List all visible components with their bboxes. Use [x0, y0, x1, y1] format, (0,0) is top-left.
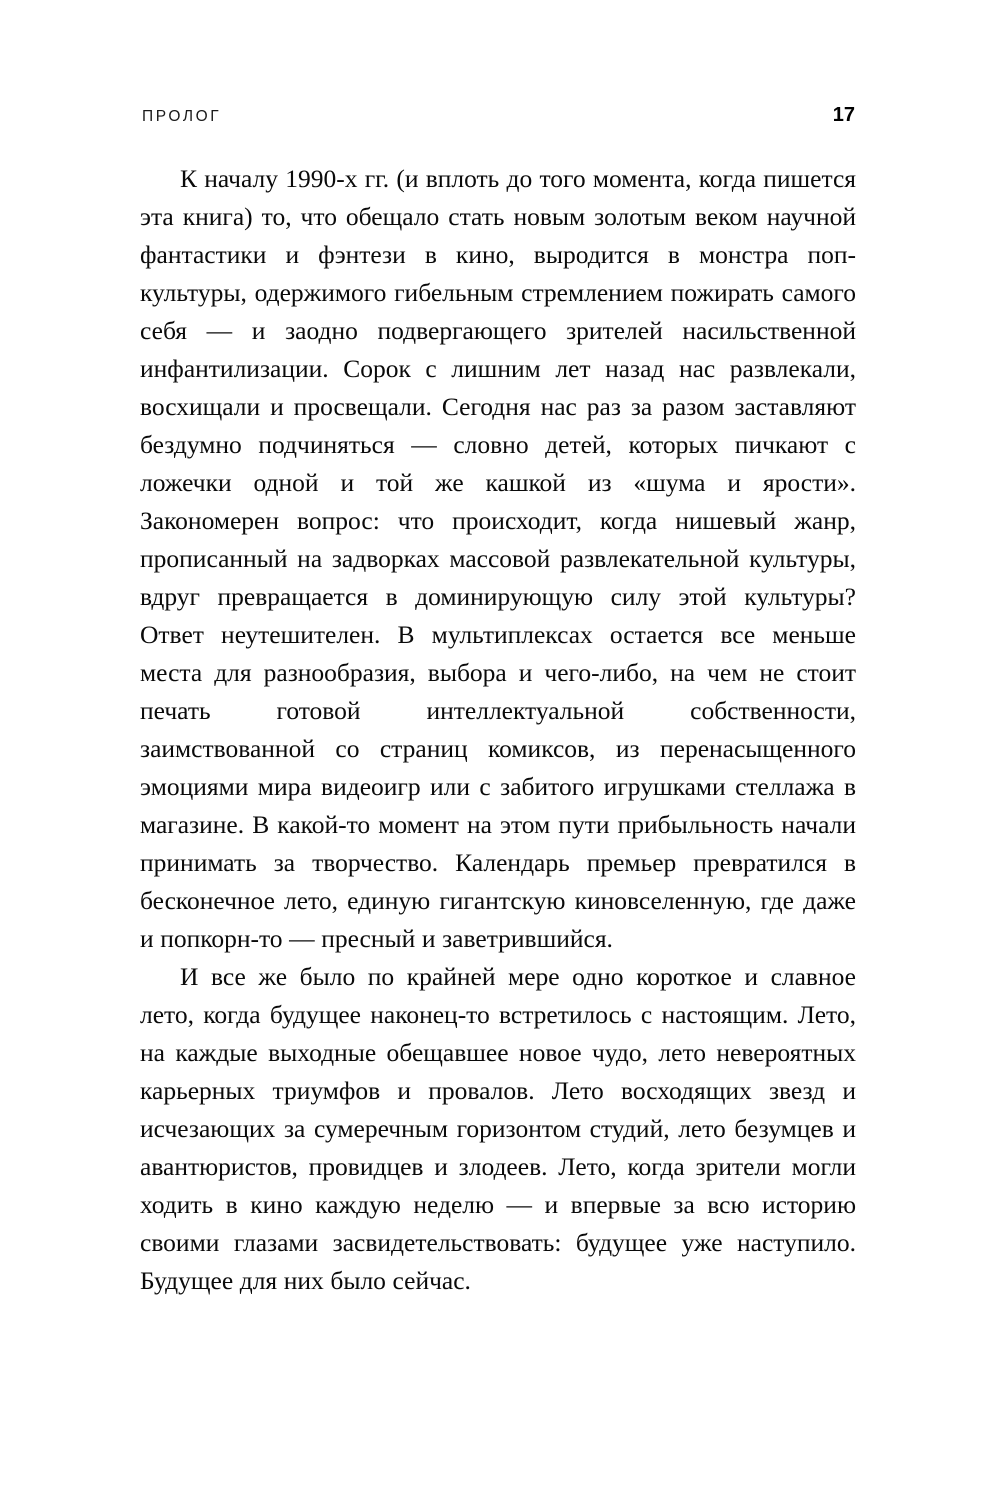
paragraph: И все же было по крайней мере одно короткое и славное лето, когда будущее наконец-то встретилось с настоящим. Лето, на каждые выходные обещавшее новое чудо, лето невероятных карьерных триумфов и провалов. Лето восходящих звезд и исчезающих за сумеречным горизонтом студий, лето безумцев и авантюристов, провидцев и злодеев. Лето, когда зрители могли ходить в кино каждую неделю — и впервые за всю историю своими глазами засвидетельствовать: будущее уже наступило. Будущее для них было сейчас.: [140, 962, 856, 1295]
running-head-title: ПРОЛОГ: [142, 108, 222, 125]
body-text-block: [140, 160, 856, 1300]
paragraph: К началу 1990-х гг. (и вплоть до того момента, когда пишется эта книга) то, что обещало стать новым золотым веком научной фантастики и фэнтези в кино, выродится в монстра поп-культуры, одержимого гибельным стремлением пожирать самого себя — и заодно подвергающего зрителей насильственной инфантилизации. Сорок с лишним лет назад нас развлекали, восхищали и просвещали. Сегодня нас раз за разом заставляют бездумно подчиняться — словно детей, которых пичкают с ложечки одной и той же кашкой из «шума и ярости». Закономерен вопрос: что происходит, когда нишевый жанр, прописанный на задворках массовой развлекательной культуры, вдруг превращается в доминирующую силу этой культуры? Ответ неутешителен. В мультиплексах остается все меньше места для разнообразия, выбора и чего-либо, на чем не стоит печать готовой интеллектуальной собственности, заимствованной со страниц комиксов, из перенасыщенного эмоциями мира видеоигр или с забитого игрушками стеллажа в магазине. В какой-то момент на этом пути прибыльность начали принимать за творчество. Календарь премьер превратился в бесконечное лето, единую гигантскую киновселенную, где даже и попкорн-то — пресный и заветрившийся.: [140, 164, 856, 953]
page-number: 17: [832, 104, 855, 126]
running-head: [142, 104, 855, 134]
